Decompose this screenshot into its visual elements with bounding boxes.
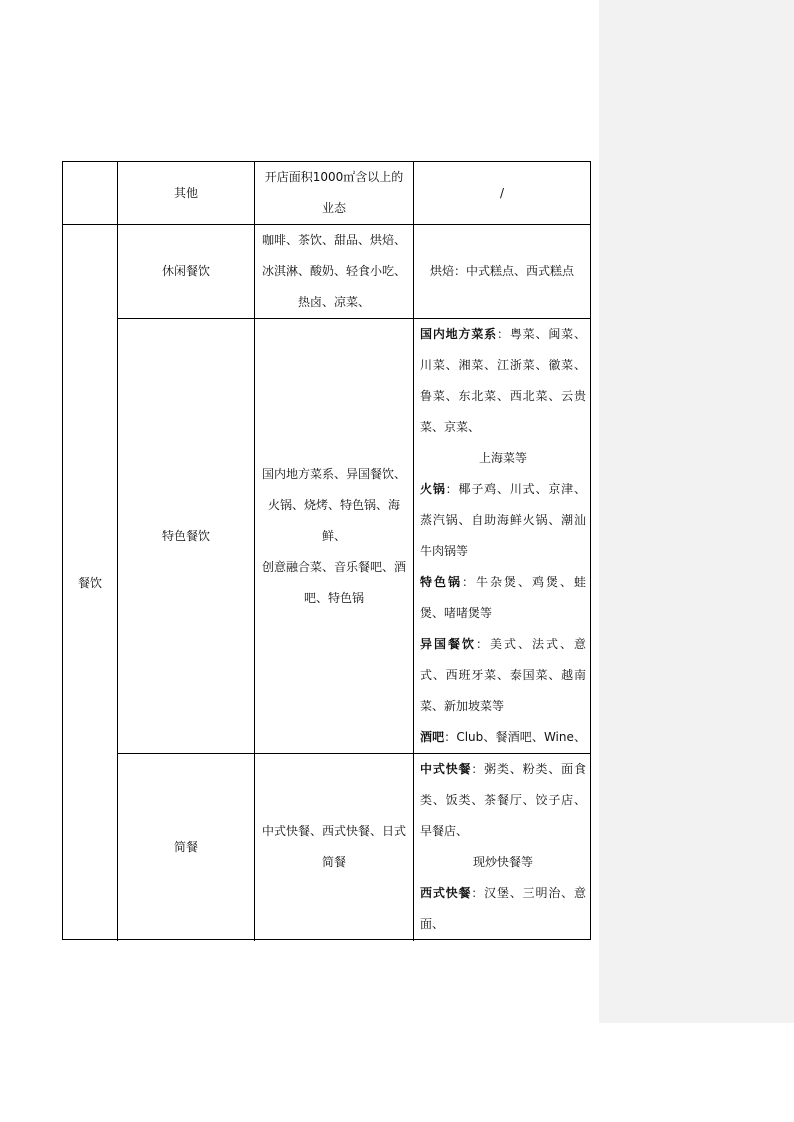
detail-label: 中式快餐 bbox=[420, 762, 472, 776]
detail-label: 火锅 bbox=[420, 482, 446, 496]
detail-text: ：美式、法式、意式、西班牙菜、泰国菜、越南菜、新加坡菜等 bbox=[420, 637, 586, 713]
table-cell-detail bbox=[414, 319, 590, 753]
table-cell-type bbox=[118, 319, 254, 753]
type-label: 其他 bbox=[173, 185, 198, 200]
detail-entry-tail: 现炒快餐等 bbox=[472, 855, 533, 869]
table-cell-type bbox=[118, 162, 254, 224]
table-cell-scope bbox=[255, 225, 413, 318]
detail-label: 特色锅 bbox=[420, 575, 462, 589]
scope-text: 国内地方菜系、异国餐饮、 火锅、烧烤、特色锅、海鲜、 创意融合菜、音乐餐吧、酒 吧、特色锅 bbox=[261, 466, 406, 605]
table-cell-scope bbox=[255, 319, 413, 753]
detail-text: ：粤菜、闽菜、川菜、湘菜、江浙菜、徽菜、鲁菜、东北菜、西北菜、云贵菜、京菜、 bbox=[420, 327, 586, 434]
table-cell-type bbox=[118, 754, 254, 940]
detail-entry bbox=[420, 319, 586, 443]
detail-entry bbox=[420, 722, 586, 753]
table-cell-scope bbox=[255, 754, 413, 940]
detail-text: ：牛杂煲、鸡煲、蛙煲、啫啫煲等 bbox=[420, 575, 586, 620]
detail-entry bbox=[420, 567, 586, 629]
detail-text: ：汉堡、三明治、意面、 bbox=[420, 886, 586, 931]
table-cell-detail bbox=[414, 162, 590, 224]
detail-entry bbox=[420, 474, 586, 567]
category-label: 餐饮 bbox=[77, 575, 102, 590]
detail-text: ：粥类、粉类、面食类、饭类、茶餐厅、饺子店、早餐店、 bbox=[420, 762, 586, 838]
scope-text: 中式快餐、西式快餐、日式 简餐 bbox=[261, 824, 406, 869]
detail-entry bbox=[420, 754, 586, 847]
comment-margin-pane bbox=[599, 0, 794, 1023]
scope-text: 咖啡、茶饮、甜品、烘焙、 冰淇淋、酸奶、轻食小吃、 热卤、凉菜、 bbox=[261, 233, 406, 309]
table-cell-detail bbox=[414, 754, 590, 940]
type-label: 简餐 bbox=[173, 839, 198, 854]
detail-text: / bbox=[499, 185, 505, 200]
detail-label: 国内地方菜系 bbox=[420, 327, 497, 341]
table-cell-category bbox=[63, 225, 117, 941]
type-label: 休闲餐饮 bbox=[161, 264, 210, 278]
table-cell-type bbox=[118, 225, 254, 318]
dining-category-table bbox=[62, 161, 591, 940]
detail-entry-tail: 上海菜等 bbox=[478, 451, 527, 465]
detail-text: ：椰子鸡、川式、京津、蒸汽锅、自助海鲜火锅、潮汕牛肉锅等 bbox=[420, 482, 586, 558]
scope-text: 开店面积1000㎡含以上的 业态 bbox=[264, 170, 404, 215]
detail-entry bbox=[420, 629, 586, 722]
detail-label: 西式快餐 bbox=[420, 886, 472, 900]
detail-entry bbox=[420, 878, 586, 940]
table-cell-scope bbox=[255, 162, 413, 224]
type-label: 特色餐饮 bbox=[161, 528, 210, 543]
table-cell-detail bbox=[414, 225, 590, 318]
detail-label: 异国餐饮 bbox=[420, 637, 476, 651]
detail-text: ：Club、餐酒吧、Wine、 bbox=[444, 730, 586, 744]
detail-text: 烘焙：中式糕点、西式糕点 bbox=[429, 264, 574, 278]
detail-label: 酒吧 bbox=[420, 730, 445, 744]
